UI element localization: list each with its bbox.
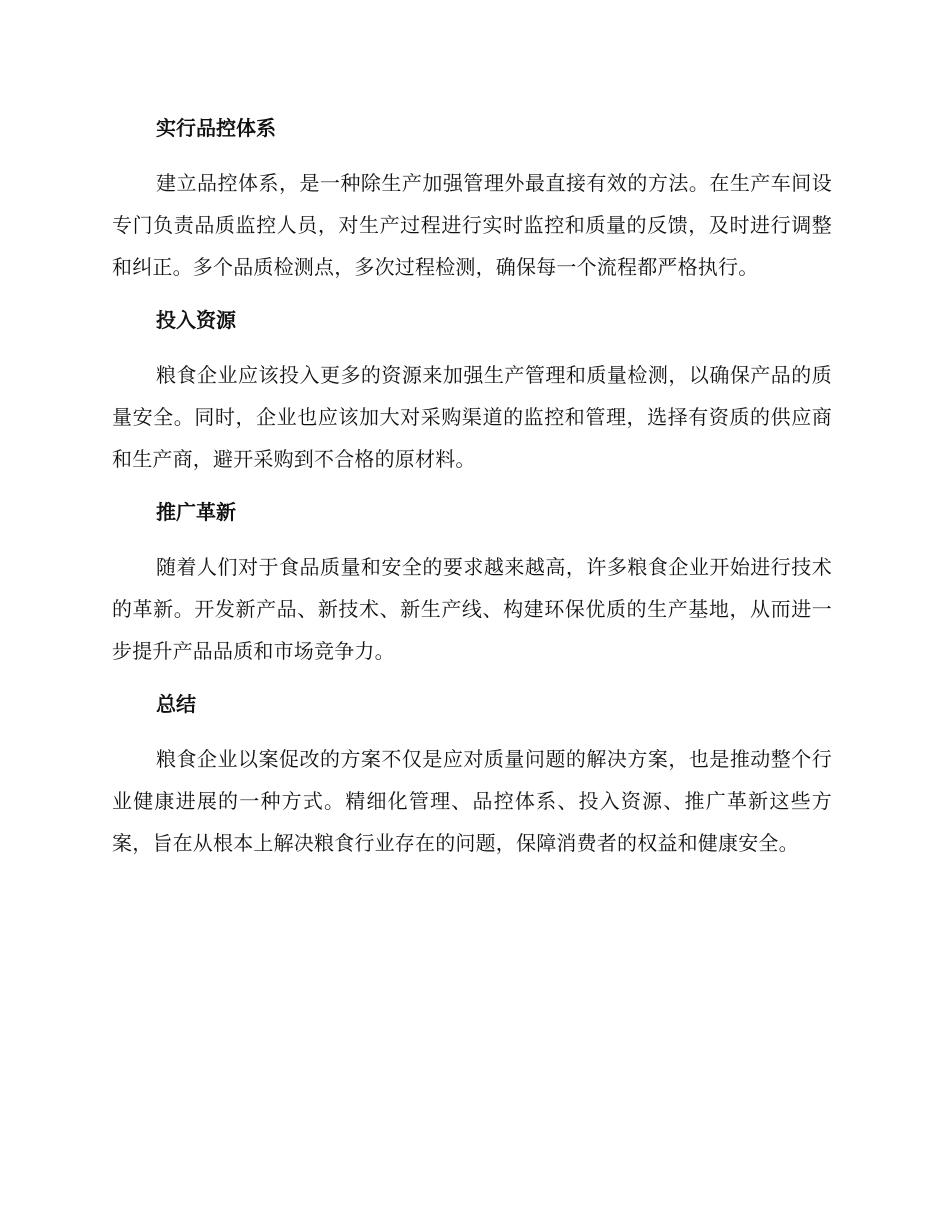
section-summary <box>112 684 832 864</box>
section-paragraph: 随着人们对于食品质量和安全的要求越来越高，许多粮食企业开始进行技术的革新。开发新产品、新技术、新生产线、构建环保优质的生产基地，从而进一步提升产品品质和市场竞争力。 <box>112 555 832 663</box>
section-heading: 实行品控体系 <box>156 116 276 140</box>
document-page <box>112 108 832 876</box>
section-heading: 投入资源 <box>156 308 236 332</box>
section-paragraph: 粮食企业应该投入更多的资源来加强生产管理和质量检测，以确保产品的质量安全。同时，企业也应该加大对采购渠道的监控和管理，选择有资质的供应商和生产商，避开采购到不合格的原材料。 <box>112 363 832 471</box>
section-heading: 推广革新 <box>156 500 236 524</box>
section-quality-control <box>112 108 832 288</box>
section-heading: 总结 <box>156 692 196 716</box>
section-paragraph: 建立品控体系，是一种除生产加强管理外最直接有效的方法。在生产车间设专门负责品质监控人员，对生产过程进行实时监控和质量的反馈，及时进行调整和纠正。多个品质检测点，多次过程检测，确保每一个流程都严格执行。 <box>112 171 832 279</box>
section-invest-resources <box>112 300 832 480</box>
section-promote-innovation <box>112 492 832 672</box>
section-paragraph: 粮食企业以案促改的方案不仅是应对质量问题的解决方案，也是推动整个行业健康进展的一种方式。精细化管理、品控体系、投入资源、推广革新这些方案，旨在从根本上解决粮食行业存在的问题，保障消费者的权益和健康安全。 <box>112 747 832 855</box>
